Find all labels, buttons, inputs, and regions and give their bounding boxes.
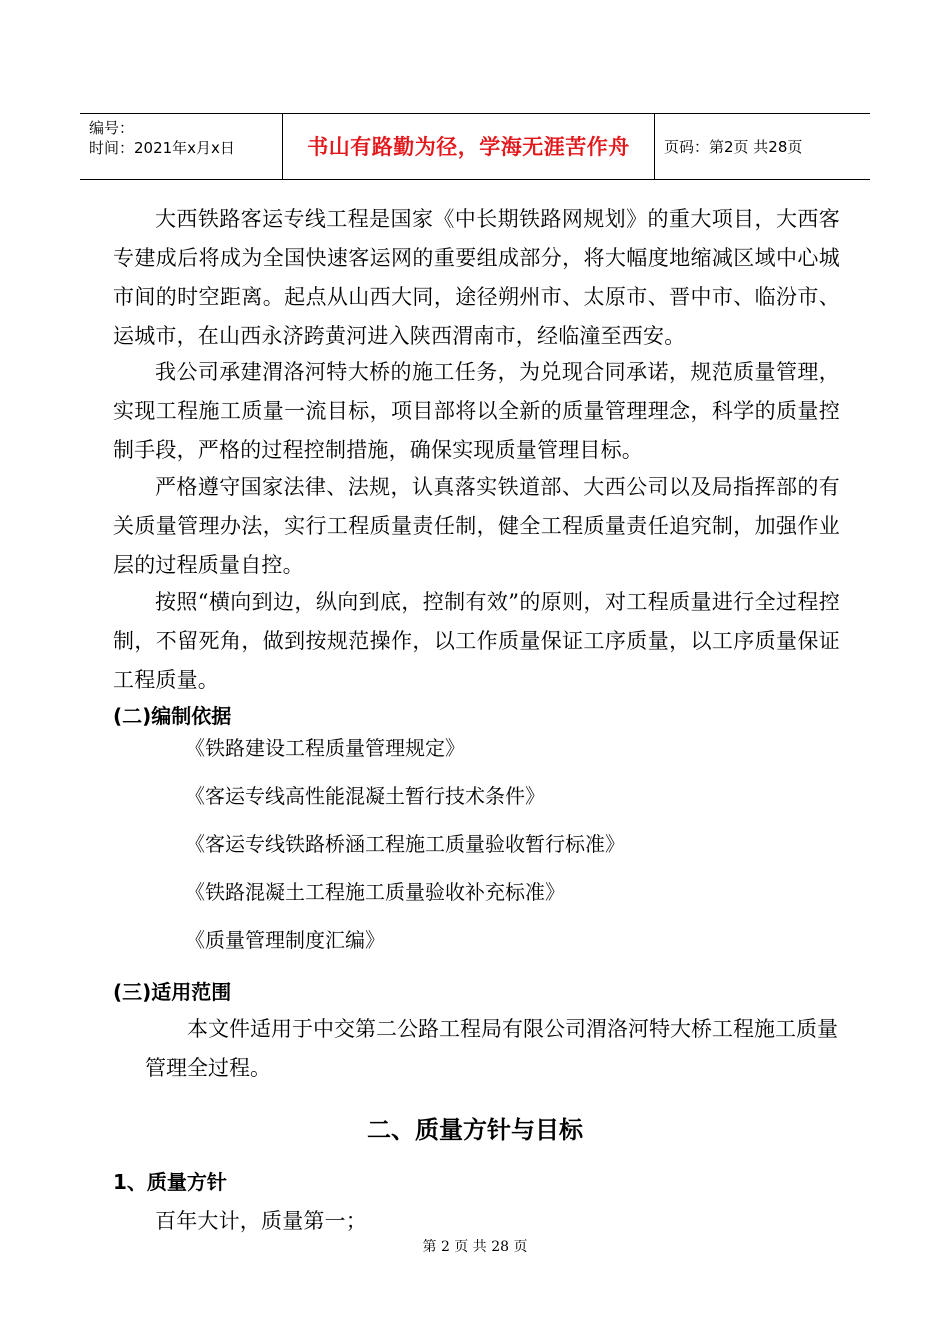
reference-item: 《铁路建设工程质量管理规定》 — [185, 736, 465, 760]
intro-paragraph-4: 按照“横向到边，纵向到底，控制有效”的原则，对工程质量进行全过程控制，不留死角，做到按规范操作，以工作质量保证工序质量，以工序质量保证工程质量。 — [113, 590, 840, 692]
policy-text: 百年大计，质量第一； — [155, 1209, 367, 1233]
document-date: 时间：2021年x月x日 — [89, 139, 235, 157]
section-heading-basis: (二)编制依据 — [113, 704, 232, 728]
intro-paragraph-1: 大西铁路客运专线工程是国家《中长期铁路网规划》的重大项目，大西客专建成后将成为全国快速客运网的重要组成部分，将大幅度地缩减区域中心城市间的时空距离。起点从山西大同，途径朔州市、太原市、晋中市、临汾市、运城市，在山西永济跨黄河进入陕西渭南市，经临潼至西安。 — [113, 207, 840, 348]
document-code-label: 编号： — [89, 119, 135, 137]
chapter-title: 二、质量方针与目标 — [367, 1116, 583, 1144]
section-heading-scope: (三)适用范围 — [113, 980, 232, 1004]
page-footer: 第 2 页 共 28 页 — [422, 1239, 528, 1255]
policy-heading: 1、质量方针 — [113, 1170, 227, 1194]
header-page-info: 页码：第2页 共28页 — [664, 137, 803, 156]
reference-item: 《铁路混凝土工程施工质量验收补充标准》 — [185, 880, 565, 904]
reference-list — [185, 732, 625, 972]
header-motto: 书山有路勤为径，学海无涯苦作舟 — [283, 114, 655, 179]
intro-paragraph-3: 严格遵守国家法律、法规，认真落实铁道部、大西公司以及局指挥部的有关质量管理办法，实行工程质量责任制，健全工程质量责任追究制，加强作业层的过程质量自控。 — [113, 475, 840, 577]
reference-item: 《质量管理制度汇编》 — [185, 928, 385, 952]
document-header — [80, 113, 870, 180]
reference-item: 《客运专线高性能混凝土暂行技术条件》 — [185, 784, 545, 808]
reference-item: 《客运专线铁路桥涵工程施工质量验收暂行标准》 — [185, 832, 625, 856]
intro-paragraph-2: 我公司承建渭洛河特大桥的施工任务，为兑现合同承诺，规范质量管理，实现工程施工质量一流目标，项目部将以全新的质量管理理念，科学的质量控制手段，严格的过程控制措施，确保实现质量管理目标。 — [113, 360, 840, 462]
scope-paragraph: 本文件适用于中交第二公路工程局有限公司渭洛河特大桥工程施工质量管理全过程。 — [145, 1017, 838, 1080]
header-meta — [80, 114, 283, 179]
